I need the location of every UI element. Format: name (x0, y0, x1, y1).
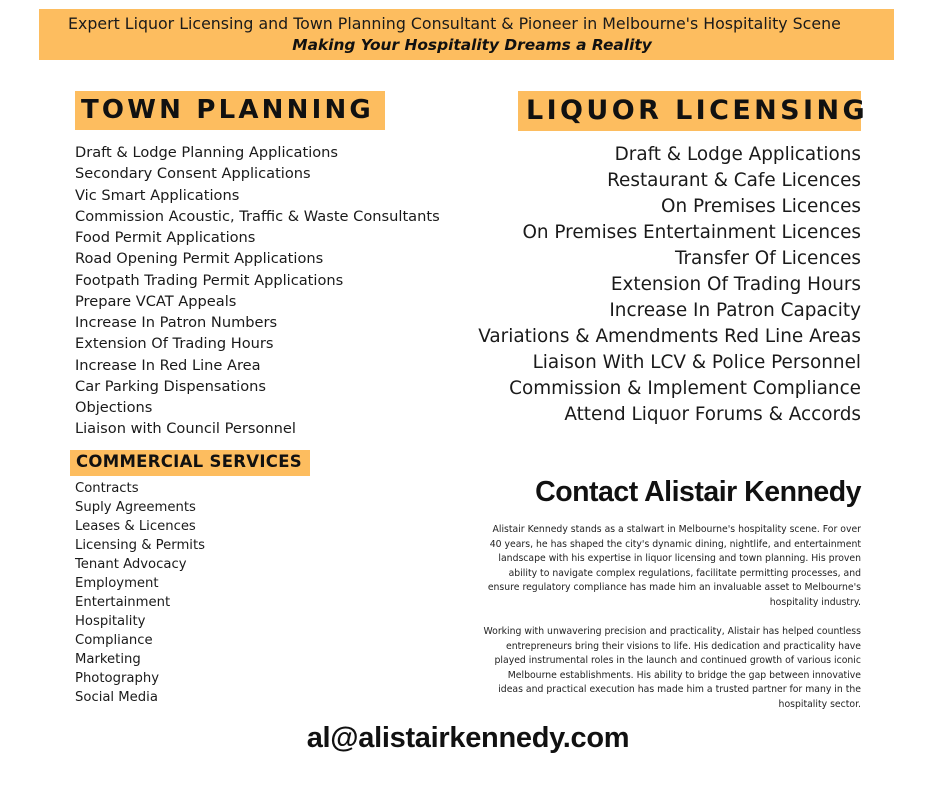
list-item: Commission Acoustic, Traffic & Waste Consultants (75, 207, 440, 225)
liquor-licensing-list (478, 142, 861, 428)
banner-tagline: Expert Liquor Licensing and Town Planning Consultant & Pioneer in Melbourne's Hospitality Scene (68, 14, 841, 33)
list-item: Footpath Trading Permit Applications (75, 271, 344, 289)
contact-title: Contact Alistair Kennedy (535, 476, 861, 508)
town-planning-list (75, 142, 440, 440)
list-item: Liaison with Council Personnel (75, 420, 296, 438)
list-item: Food Permit Applications (75, 229, 256, 246)
list-item: Liaison With LCV & Police Personnel (532, 352, 861, 373)
list-item: Car Parking Dispensations (75, 377, 267, 395)
liquor-licensing-heading: LIQUOR LICENSING (518, 91, 861, 131)
list-item: Objections (75, 399, 153, 416)
list-item: Photography (75, 671, 160, 686)
list-item: On Premises Licences (660, 196, 861, 217)
email-link[interactable]: al@alistairkennedy.com (306, 722, 630, 754)
list-item: Leases & Licences (75, 519, 196, 534)
list-item: Extension Of Trading Hours (610, 274, 861, 295)
list-item: Restaurant & Cafe Licences (607, 170, 861, 191)
list-item: Draft & Lodge Planning Applications (75, 144, 339, 161)
bio-paragraph-1: Alistair Kennedy stands as a stalwart in Melbourne's hospitality scene. For over 40 years, he has shaped the city's dynamic dining, nightlife, and entertainment landscape with his expertise in liquor licensing and town planning. His proven ability to navigate complex regulations, facilitate permitting processes, and ensure regulatory compliance has made him an invaluable asset to Melbourne's hospitality industry. (487, 524, 861, 608)
list-item: Road Opening Permit Applications (75, 250, 324, 268)
list-item: Prepare VCAT Appeals (75, 292, 237, 310)
list-item: Attend Liquor Forums & Accords (564, 404, 861, 425)
list-item: Licensing & Permits (75, 538, 206, 553)
list-item: Draft & Lodge Applications (614, 144, 861, 165)
list-item: Increase In Patron Numbers (75, 314, 278, 331)
list-item: On Premises Entertainment Licences (522, 222, 861, 243)
header-banner (39, 9, 894, 60)
list-item: Suply Agreements (75, 500, 196, 515)
list-item: Increase In Red Line Area (75, 356, 261, 374)
list-item: Social Media (75, 690, 158, 705)
commercial-services-heading: COMMERCIAL SERVICES (70, 450, 310, 476)
list-item: Commission & Implement Compliance (509, 378, 861, 399)
commercial-services-list (75, 479, 205, 707)
list-item: Variations & Amendments Red Line Areas (478, 326, 861, 347)
list-item: Contracts (75, 481, 139, 496)
list-item: Entertainment (75, 595, 171, 610)
list-item: Secondary Consent Applications (75, 165, 311, 183)
list-item: Employment (75, 576, 159, 591)
list-item: Hospitality (75, 614, 146, 629)
list-item: Vic Smart Applications (75, 186, 240, 204)
town-planning-heading: TOWN PLANNING (75, 91, 385, 130)
list-item: Marketing (75, 652, 141, 667)
list-item: Extension Of Trading Hours (75, 335, 274, 353)
list-item: Tenant Advocacy (75, 557, 187, 572)
list-item: Compliance (75, 633, 153, 648)
list-item: Transfer Of Licences (674, 248, 861, 269)
list-item: Increase In Patron Capacity (609, 300, 861, 321)
banner-slogan: Making Your Hospitality Dreams a Reality (292, 36, 652, 54)
bio-paragraph-2: Working with unwavering precision and practicality, Alistair has helped countless entrepreneurs bring their visions to life. His dedication and practicality have played instrumental roles in the launch and continued growth of various iconic Melbourne establishments. His ability to bridge the gap between innovative ideas and practical execution has made him a trusted partner for many in the hospitality sector. (483, 626, 861, 710)
